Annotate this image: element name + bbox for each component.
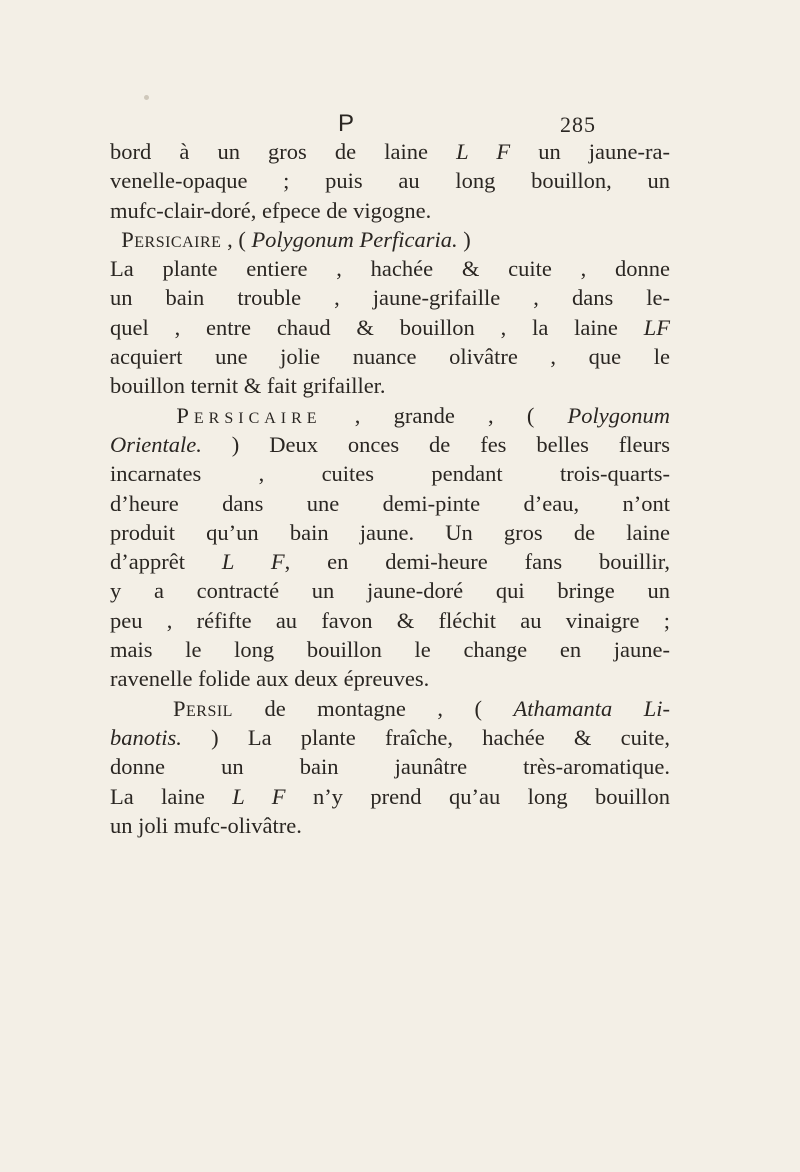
- text-line: y a contracté un jaune-doré qui bringe un: [110, 578, 670, 604]
- text-line: donne un bain jaunâtre très-aromatique.: [110, 754, 670, 780]
- text-line: mais le long bouillon le change en jaune-: [110, 637, 670, 663]
- text-line: d’heure dans une demi-pinte d’eau, n’ont: [110, 490, 670, 516]
- latin-name: Polygonum: [567, 402, 670, 428]
- text-line: La laine L F n’y prend qu’au long bouillon: [110, 783, 670, 809]
- text-line: venelle-opaque ; puis au long bouillon, un: [110, 168, 670, 194]
- page-number: 285: [560, 112, 596, 137]
- running-head: P: [338, 110, 356, 137]
- text-line: mufc-clair-doré, efpece de vigogne.: [110, 197, 432, 223]
- entry-heading: Persicaire , ( Polygonum Perficaria. ): [121, 226, 471, 252]
- text-line: un bain trouble , jaune-grifaille , dans le-: [110, 285, 670, 311]
- entry-term: Persicaire: [176, 402, 322, 428]
- text-line: un joli mufc-olivâtre.: [110, 812, 302, 838]
- text-line: banotis. ) La plante fraîche, hachée & cuite,: [110, 724, 670, 750]
- page-header: [0, 110, 800, 140]
- text-line: acquiert une jolie nuance olivâtre , que le: [110, 344, 670, 370]
- text-line: d’apprêt L F, en demi-heure fans bouillir,: [110, 549, 670, 575]
- entry-term: Persicaire: [121, 226, 222, 252]
- text-line: La plante entiere , hachée & cuite , donne: [110, 256, 670, 282]
- text-line: bouillon ternit & fait grifailler.: [110, 373, 386, 399]
- text-line: ravenelle folide aux deux épreuves.: [110, 666, 430, 692]
- latin-name: Polygonum Perficaria.: [251, 226, 458, 252]
- text-line: peu , réfifte au favon & fléchit au vinaigre ;: [110, 607, 670, 633]
- page-blemish: [144, 95, 149, 100]
- text-line: quel , entre chaud & bouillon , la laine LF: [110, 314, 670, 340]
- entry-heading: Persicaire , grande , ( Polygonum: [176, 402, 670, 428]
- text-line: Orientale. ) Deux onces de fes belles fleurs: [110, 431, 670, 457]
- entry-heading: Persil de montagne , ( Athamanta Li-: [172, 695, 670, 721]
- text-line: incarnates , cuites pendant trois-quarts-: [110, 461, 670, 487]
- text-line: bord à un gros de laine L F un jaune-ra-: [110, 139, 670, 164]
- text-line: produit qu’un bain jaune. Un gros de laine: [110, 519, 670, 545]
- entry-term: Persil: [172, 695, 233, 721]
- body-text: [110, 137, 670, 840]
- latin-name: Athamanta Li-: [513, 695, 670, 721]
